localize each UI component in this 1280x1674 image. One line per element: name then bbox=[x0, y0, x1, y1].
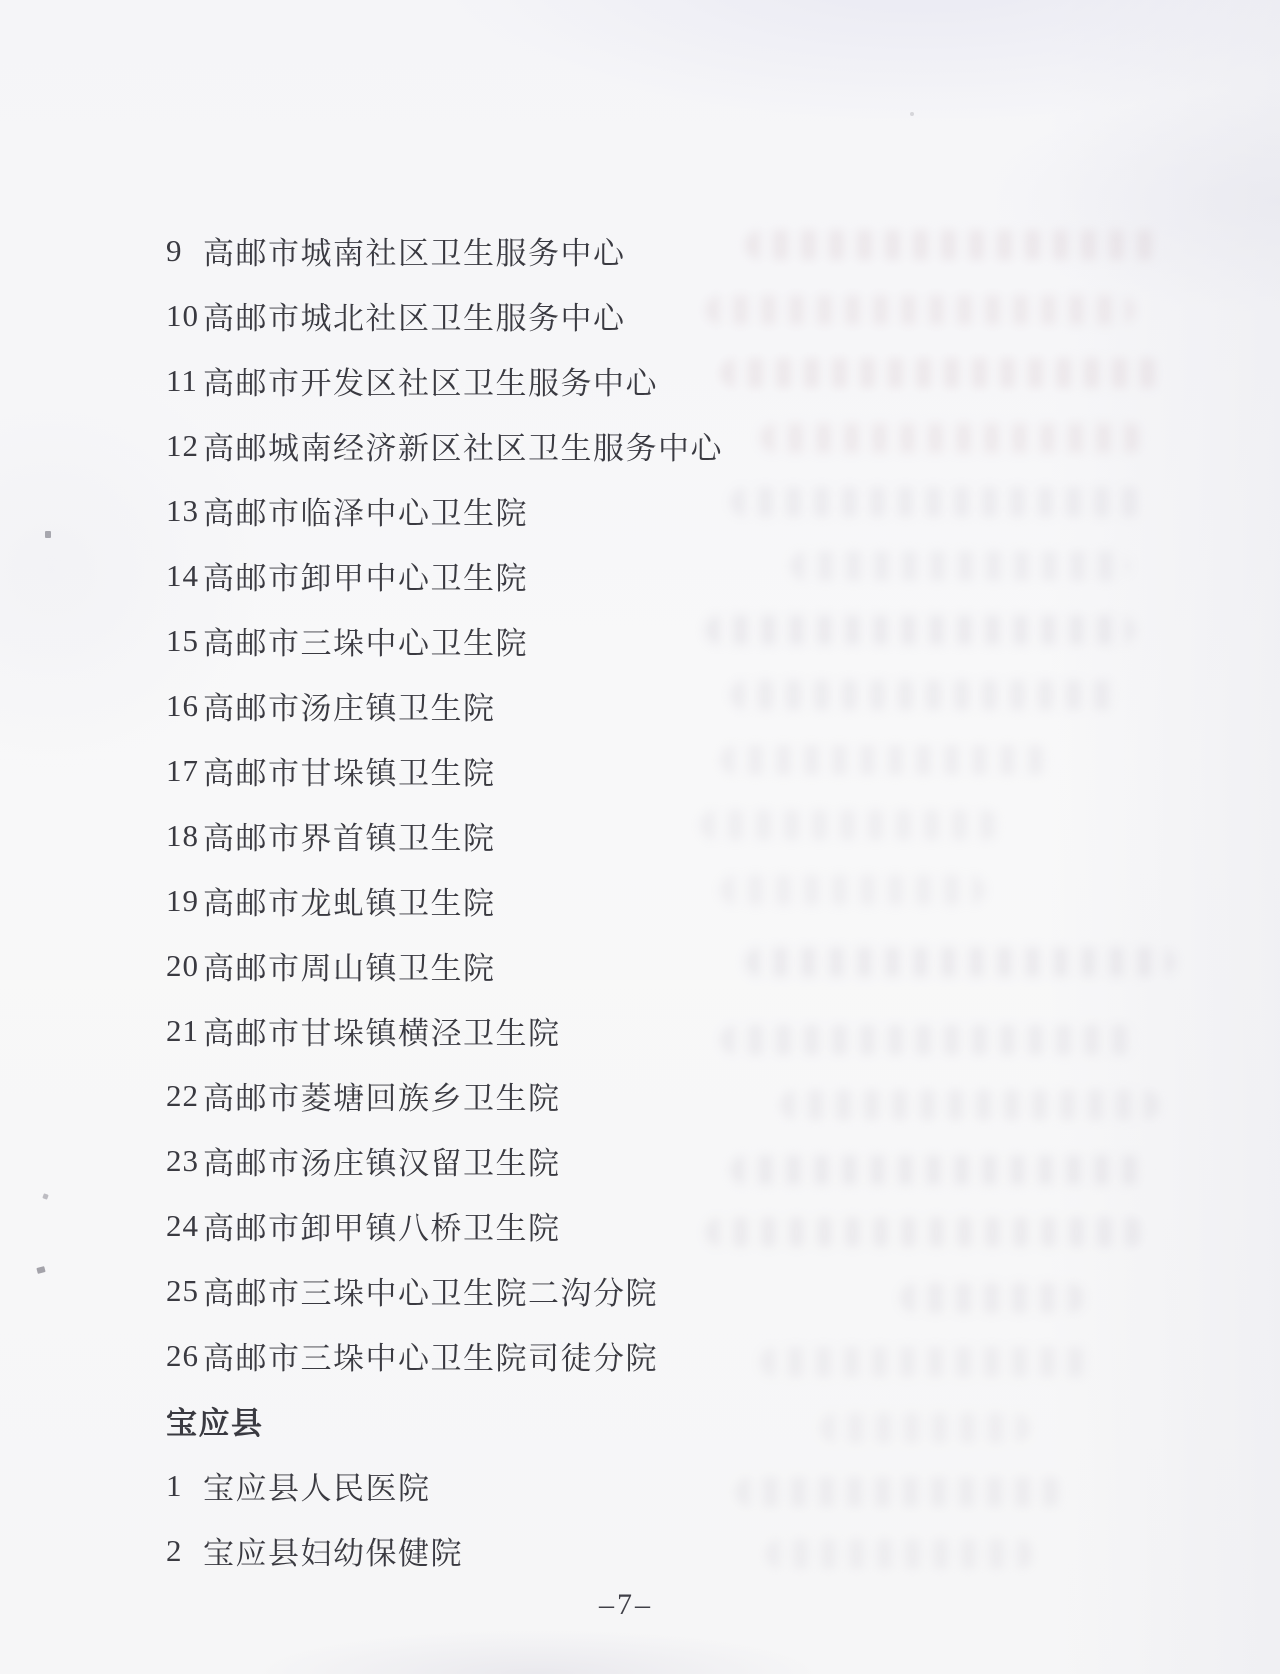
item-number: 17 bbox=[166, 752, 199, 788]
item-number: 14 bbox=[166, 557, 199, 593]
item-name: 高邮市汤庄镇卫生院 bbox=[203, 691, 496, 726]
scan-speck bbox=[910, 112, 914, 116]
list-item bbox=[166, 1518, 723, 1583]
item-number: 13 bbox=[166, 492, 199, 528]
bleedthrough-band bbox=[790, 551, 1130, 581]
item-number: 23 bbox=[166, 1142, 199, 1178]
bleedthrough-band bbox=[760, 1347, 1090, 1377]
bleedthrough-band bbox=[765, 1539, 1035, 1569]
list-item bbox=[166, 933, 723, 998]
item-number: 25 bbox=[166, 1272, 199, 1308]
item-number: 15 bbox=[166, 622, 199, 658]
item-number: 22 bbox=[166, 1077, 199, 1113]
item-name: 高邮市汤庄镇汉留卫生院 bbox=[203, 1146, 561, 1181]
item-number: 1 bbox=[166, 1467, 183, 1503]
list-item bbox=[166, 1128, 723, 1193]
list-item bbox=[166, 218, 723, 283]
item-name: 宝应县妇幼保健院 bbox=[203, 1536, 463, 1571]
item-number: 10 bbox=[166, 297, 199, 333]
item-name: 高邮市临泽中心卫生院 bbox=[203, 496, 528, 531]
bleedthrough-band bbox=[720, 1025, 1140, 1055]
item-name: 高邮市周山镇卫生院 bbox=[203, 951, 496, 986]
bleedthrough-band bbox=[700, 810, 1000, 840]
hospital-list bbox=[166, 218, 723, 1583]
item-number: 21 bbox=[166, 1012, 199, 1048]
item-name: 高邮市卸甲中心卫生院 bbox=[203, 561, 528, 596]
bleedthrough-band bbox=[745, 947, 1175, 977]
item-number: 24 bbox=[166, 1207, 199, 1243]
item-name: 宝应县人民医院 bbox=[203, 1471, 431, 1506]
scan-speck bbox=[45, 531, 51, 538]
bleedthrough-band bbox=[705, 1217, 1145, 1247]
item-name: 高邮城南经济新区社区卫生服务中心 bbox=[203, 431, 723, 466]
item-number: 18 bbox=[166, 817, 199, 853]
bleedthrough-band bbox=[780, 1090, 1160, 1120]
list-item bbox=[166, 413, 723, 478]
item-name: 高邮市界首镇卫生院 bbox=[203, 821, 496, 856]
bleedthrough-band bbox=[735, 1477, 1065, 1507]
item-name: 高邮市三垛中心卫生院二沟分院 bbox=[203, 1276, 658, 1311]
list-item bbox=[166, 478, 723, 543]
list-item bbox=[166, 1258, 723, 1323]
item-number: 26 bbox=[166, 1337, 199, 1373]
bleedthrough-band bbox=[730, 487, 1150, 517]
page-number: –7– bbox=[599, 1588, 653, 1621]
item-number: 2 bbox=[166, 1532, 183, 1568]
bleedthrough-band bbox=[720, 875, 985, 905]
bleedthrough-band bbox=[720, 358, 1165, 388]
list-item bbox=[166, 738, 723, 803]
list-item bbox=[166, 868, 723, 933]
bleedthrough-band bbox=[730, 680, 1120, 710]
list-item bbox=[166, 608, 723, 673]
bleedthrough-band bbox=[745, 230, 1165, 260]
list-item bbox=[166, 1453, 723, 1518]
item-number: 11 bbox=[166, 362, 198, 398]
item-name: 高邮市菱塘回族乡卫生院 bbox=[203, 1081, 561, 1116]
bleedthrough-band bbox=[705, 615, 1135, 645]
item-number: 20 bbox=[166, 947, 199, 983]
baoying-hospital-list bbox=[166, 1453, 723, 1583]
item-name: 高邮市三垛中心卫生院司徒分院 bbox=[203, 1341, 658, 1376]
item-name: 高邮市甘垛镇卫生院 bbox=[203, 756, 496, 791]
list-item bbox=[166, 673, 723, 738]
list-item bbox=[166, 543, 723, 608]
list-item bbox=[166, 1323, 723, 1388]
item-name: 高邮市城北社区卫生服务中心 bbox=[203, 301, 626, 336]
item-number: 9 bbox=[166, 232, 183, 268]
county-heading: 宝应县 bbox=[166, 1406, 264, 1441]
item-name: 高邮市开发区社区卫生服务中心 bbox=[203, 366, 658, 401]
scan-speck bbox=[36, 1266, 45, 1274]
list-item bbox=[166, 1063, 723, 1128]
bleedthrough-band bbox=[720, 745, 1050, 775]
list-item bbox=[166, 998, 723, 1063]
list-item bbox=[166, 348, 723, 413]
item-name: 高邮市三垛中心卫生院 bbox=[203, 626, 528, 661]
item-name: 高邮市卸甲镇八桥卫生院 bbox=[203, 1211, 561, 1246]
bleedthrough-band bbox=[705, 295, 1135, 325]
list-item bbox=[166, 803, 723, 868]
gaoyou-hospital-list bbox=[166, 218, 723, 1388]
item-name: 高邮市龙虬镇卫生院 bbox=[203, 886, 496, 921]
list-item bbox=[166, 1193, 723, 1258]
item-name: 高邮市城南社区卫生服务中心 bbox=[203, 236, 626, 271]
bleedthrough-band bbox=[730, 1155, 1150, 1185]
scan-speck bbox=[42, 1193, 48, 1199]
item-number: 19 bbox=[166, 882, 199, 918]
item-number: 12 bbox=[166, 427, 199, 463]
item-name: 高邮市甘垛镇横泾卫生院 bbox=[203, 1016, 561, 1051]
bleedthrough-band bbox=[760, 423, 1145, 453]
item-number: 16 bbox=[166, 687, 199, 723]
bleedthrough-band bbox=[820, 1413, 1030, 1443]
list-item bbox=[166, 283, 723, 348]
bleedthrough-band bbox=[900, 1283, 1085, 1313]
